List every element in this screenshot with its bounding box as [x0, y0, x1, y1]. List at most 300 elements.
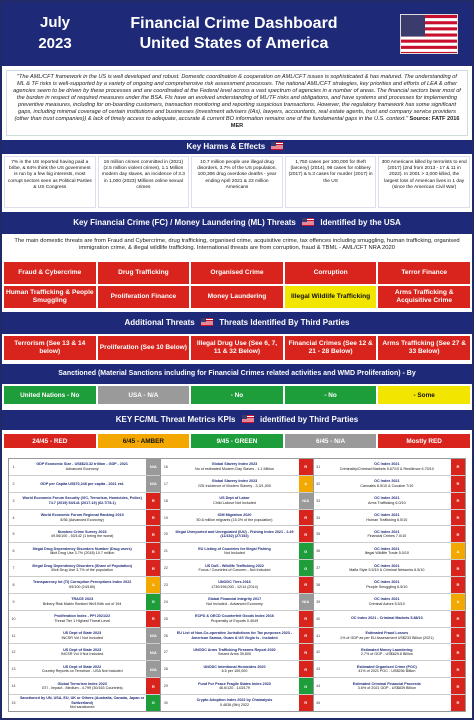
report-month: July — [39, 14, 70, 31]
kpi-status-badge: R — [451, 526, 465, 542]
kpi-number: 8 — [12, 582, 15, 587]
legend-overall: Mostly RED — [378, 434, 470, 448]
kpi-number: 11 — [11, 633, 16, 638]
kpi-label — [323, 577, 451, 593]
usa-flag-icon — [400, 14, 458, 54]
flag-mini-icon — [271, 142, 283, 150]
kpi-label — [18, 526, 146, 542]
kpi-row — [9, 543, 160, 560]
kpi-metric-value: 41% of 2021 POC - US$256 Billion — [358, 669, 416, 674]
kpi-metric-value: Advanced Economy — [65, 466, 99, 471]
kpi-number: 18 — [163, 498, 168, 503]
kpi-metric-value: 49.56/100 - 53/142 (1 being the worst) — [50, 534, 114, 539]
kpi-metric-title: EU Listing of Countries for Illegal Fishing — [198, 546, 271, 551]
kpi-label — [170, 678, 298, 694]
kpi-number: 2 — [12, 481, 15, 486]
kpi-metric-title: Global Slavery Index 2023 — [211, 462, 258, 467]
kpi-label — [18, 577, 146, 593]
kpi-row — [161, 459, 312, 476]
kpi-status-badge: N/A — [146, 459, 160, 475]
kpi-status-badge: R — [451, 661, 465, 677]
kpi-row — [9, 560, 160, 577]
section-additional-threats — [2, 312, 472, 334]
kpi-metric-value: Arms Trafficking 6.0/10 — [367, 500, 406, 505]
kpi-number: 25 — [163, 616, 168, 621]
kpi-status-badge: R — [451, 476, 465, 492]
kpi-status-badge: R — [451, 459, 465, 475]
kpi-status-badge: R — [451, 628, 465, 644]
kpi-metric-title: OC Index 2021 — [374, 563, 400, 568]
kpi-metric-title: UNODC Arms Trafficking Firearms Report 2020 — [193, 647, 276, 652]
kpi-status-badge: R — [299, 459, 313, 475]
kpi-label — [170, 695, 298, 711]
kpi-number: 45 — [316, 700, 321, 705]
kpi-status-badge: R — [451, 510, 465, 526]
report-year: 2023 — [38, 35, 72, 52]
kpi-number: 14 — [11, 684, 16, 689]
kpi-row — [314, 594, 465, 611]
kpi-status-badge: R — [451, 644, 465, 660]
kpi-label — [323, 695, 451, 711]
kpi-column — [9, 459, 161, 711]
kpi-metric-value: Country Reports on Terrorism - USA Not Included — [41, 669, 123, 674]
kpi-metric-value: 6.5 per 100,000 — [221, 669, 248, 674]
kpi-row — [314, 644, 465, 661]
threat-arms-trafficking: Arms Trafficking & Acquisitive Crime — [378, 286, 470, 308]
kpi-label — [323, 543, 451, 559]
kpi-status-badge: R — [146, 510, 160, 526]
kpi-row — [314, 611, 465, 628]
kpi-metric-value: GTI - Impact - Medium - 4.799 (30/163 Countries) — [41, 686, 123, 691]
kpi-metric-title: Numbeo Crime Survey 2023 — [57, 529, 107, 534]
kpi-metric-value: No of estimated Modern Day Slaves - 1.1 Million — [195, 466, 274, 471]
threat-drug-trafficking: Drug Trafficking — [98, 262, 190, 284]
kpi-metric-value: GSI Incidence of Modern Slavery - 3.3/1,000 — [198, 483, 271, 488]
kpi-number: 42 — [316, 650, 321, 655]
kpi-metric-title: Illegal Unreported and Unregulated (IUU) - Fishing Index 2021 - 2.49 (11/152) (27/152) — [175, 529, 294, 539]
kpi-number: 24 — [163, 599, 168, 604]
kpi-label — [170, 644, 298, 660]
sanction-usa: USA - N/A — [98, 386, 190, 404]
kpi-status-badge: N/A — [146, 644, 160, 660]
sanction-eu: - No — [191, 386, 283, 404]
sanction-un: United Nations - No — [4, 386, 96, 404]
kpi-status-badge: G — [299, 560, 313, 576]
threat-illegal-wildlife: Illegal Wildlife Trafficking — [285, 286, 377, 308]
kpi-label — [323, 510, 451, 526]
section-sanctioned-title: Sanctioned (Material Sanctions including for Financial Crimes related activities and WMD Proliferation) - By — [58, 370, 416, 377]
kpi-status-badge: N/A — [146, 661, 160, 677]
kpi-row — [9, 577, 160, 594]
kpi-row — [161, 493, 312, 510]
kpi-metric-value: People Smuggling 6.5/10 — [366, 584, 408, 589]
kpi-status-badge: G — [146, 594, 160, 610]
kpi-number: 31 — [316, 464, 321, 469]
kpi-status-badge: N/A — [299, 493, 313, 509]
fc-threats-grid — [4, 262, 470, 308]
kpi-metric-value: Propensity of Exports 0.4049 — [210, 618, 259, 623]
kpi-row — [314, 543, 465, 560]
section-fc-suffix: Identified by the USA — [320, 218, 401, 227]
kpi-status-badge: A — [146, 577, 160, 593]
kpi-row — [314, 661, 465, 678]
kpi-number: 6 — [12, 549, 15, 554]
kpi-status-badge: R — [451, 678, 465, 694]
kpi-metric-value: Illicit Drug Use 3.7% of the population — [51, 568, 113, 573]
kpi-metric-title: Estimated Money Laundering — [361, 647, 413, 652]
kpi-status-badge: R — [451, 577, 465, 593]
kpi-status-badge: R — [146, 493, 160, 509]
kpi-row — [9, 476, 160, 493]
kpi-status-badge: R — [451, 560, 465, 576]
flag-mini-icon — [201, 318, 213, 326]
kpi-label — [18, 644, 146, 660]
kpi-number: 9 — [12, 599, 15, 604]
kpi-status-badge: R — [146, 526, 160, 542]
kpi-metric-title: Estimated Criminal Financial Proceeds — [352, 681, 421, 686]
sanction-others: - Some — [378, 386, 470, 404]
kpi-metric-value: 8/36 (Advanced Economy) — [60, 517, 104, 522]
kpi-row — [314, 493, 465, 510]
kpi-metric-value: 1% of GDP as per EU Assessment US$233 Billion (2021) — [340, 635, 434, 640]
kpi-metric-title: IOM Migration 2020 — [217, 513, 252, 517]
fatf-source: Source: FATF 2016 MER — [230, 116, 460, 129]
kpi-row — [161, 594, 312, 611]
kpi-metric-value: Threat Tier 1 Highest Threat Level — [54, 618, 111, 623]
kpi-metric-title: Crypto Adoption Index 2022 by Chainalysis — [196, 698, 273, 703]
kpi-row — [9, 628, 160, 645]
kpi-metric-title: US Dept of Labor — [219, 496, 250, 501]
kpi-number: 5 — [12, 532, 15, 537]
kpi-status-badge: R — [299, 644, 313, 660]
kpi-status-badge: R — [146, 560, 160, 576]
kpi-metric-title: OC Index 2021 — [374, 580, 400, 585]
kpi-metric-value: Mafia Style 5.5/10 & Criminal Networks 6.5/10 — [349, 568, 425, 573]
kpi-number: 10 — [11, 616, 16, 621]
kpi-status-badge: A — [451, 543, 465, 559]
kpi-status-badge: R — [451, 611, 465, 627]
kpi-row — [9, 526, 160, 543]
kpi-row — [161, 560, 312, 577]
sanctions-row — [4, 386, 470, 404]
kpi-number: 22 — [163, 566, 168, 571]
kpi-metric-title: OC Index 2021 — [374, 513, 400, 517]
kpi-number: 17 — [163, 481, 168, 486]
kpi-metric-title: US Dept of State 2022 — [63, 664, 102, 669]
kpi-status-badge: N/A — [146, 628, 160, 644]
kpi-number: 36 — [316, 549, 321, 554]
kpi-status-badge: R — [146, 678, 160, 694]
dashboard-header — [2, 2, 472, 66]
harm-terrorism: 300 Americans killed by terrorists to end (2017) (2nd from 2013 - 17 & 11 in 2022). In 2001 > 3,000 killed, the largest loss of American lives in 1 day (since the American Civil War) — [378, 156, 470, 208]
kpi-metric-title: Global Terrorism Index 2023 — [57, 681, 107, 686]
kpi-status-badge: R — [299, 510, 313, 526]
harm-theft: 1,750 cases per 100,000 for theft (larceny) (2014), 98 cases for robbery (2017) & 5.3 cases for murder (2017) in the US — [285, 156, 377, 208]
kpi-row — [314, 628, 465, 645]
kpi-number: 38 — [316, 582, 321, 587]
harm-crimes: 16 million crimes committed in (2021) (2.5 million violent crimes), 1.1 Million modern day slaves, an incidence of 3.3 in 1,000 (2023) Millions online sexual crimes — [98, 156, 190, 208]
kpi-status-badge: R — [451, 493, 465, 509]
kpi-number: 19 — [163, 515, 168, 520]
kpi-metric-value: 0.4636 (5th) 2022 — [219, 702, 250, 707]
kpi-number: 41 — [316, 633, 321, 638]
kpi-metric-title: Illegal Drug Dependency Disorders Number (Drug users) — [32, 546, 132, 551]
kpi-row — [161, 628, 312, 645]
kpi-metric-value: 1730/196,000 - 12/14 (2014) — [211, 584, 258, 589]
kpi-row — [161, 678, 312, 695]
kpi-metric-title: OC Index 2021 — [374, 496, 400, 501]
kpi-metric-value: Bribery Risk Matrix Ranked 9th/194th out of 194 — [42, 601, 122, 606]
section-fc-threats — [2, 212, 472, 234]
kpi-metric-title: Global Slavery Index 2023 — [211, 479, 258, 484]
kpi-label — [18, 611, 146, 627]
threat-corruption: Corruption — [285, 262, 377, 284]
kpi-number: 30 — [163, 700, 168, 705]
flag-mini-icon — [242, 415, 254, 423]
kpi-metric-value: Seized Arms 39,600 — [217, 652, 251, 657]
kpi-metric-title: US Dept of State 2023 — [63, 631, 102, 636]
kpi-label — [18, 476, 146, 492]
kpi-label — [323, 661, 451, 677]
kpi-row — [161, 661, 312, 678]
sanction-uk: - No — [285, 386, 377, 404]
kpi-status-badge: R — [146, 543, 160, 559]
kpi-row — [9, 510, 160, 527]
kpi-metric-title: Sanctioned by UN, USA, EU, UK or Others (Australia, Canada, Japan or Switzerland) — [19, 696, 145, 705]
kpi-metric-value: Criminal Actors 5.5/10 — [368, 601, 405, 606]
kpi-row — [314, 678, 465, 695]
kpi-row — [161, 510, 312, 527]
additional-threats-grid — [4, 336, 470, 360]
kpi-metric-value: Focus / Countries of Concern - Not Included — [198, 568, 271, 573]
kpi-status-badge: R — [451, 695, 465, 711]
kpi-status-badge: R — [299, 526, 313, 542]
legend-na: 6/45 - N/A — [285, 434, 377, 448]
additional-proliferation: Proliferation (See 10 Below) — [98, 336, 190, 360]
kpi-number: 37 — [316, 566, 321, 571]
kpi-label — [18, 661, 146, 677]
kpi-label — [323, 476, 451, 492]
kpi-row — [314, 459, 465, 476]
kpi-metric-value: 50.6 million migrants (15.3% of the population) — [196, 517, 273, 522]
kpi-metric-title: World Economic Forum Regional Ranking 2019 — [40, 513, 124, 517]
kpi-label — [18, 510, 146, 526]
kpi-number: 26 — [163, 633, 168, 638]
kpi-label — [323, 678, 451, 694]
kpi-label — [170, 510, 298, 526]
kpi-number: 20 — [163, 532, 168, 537]
kpi-row — [161, 526, 312, 543]
kpi-row — [314, 695, 465, 711]
kpi-number: 3 — [12, 498, 15, 503]
kpi-metric-title: OC Index 2021 — [374, 462, 400, 467]
kpi-row — [9, 678, 160, 695]
kpi-metric-title: TRACE 2023 — [71, 597, 94, 602]
title-line-2: United States of America — [139, 35, 329, 52]
kpi-number: 28 — [163, 667, 168, 672]
kpi-label — [170, 560, 298, 576]
key-harms-row — [4, 156, 470, 208]
kpi-row — [161, 611, 312, 628]
kpi-label — [18, 560, 146, 576]
kpi-metric-title: Transparency Int (TI) Corruption Perceptions Index 2022 — [32, 580, 132, 585]
kpi-metric-title: OC Index 2021 — [374, 479, 400, 484]
kpi-status-badge: G — [299, 543, 313, 559]
kpi-metric-value: Financial Crimes 7.0/10 — [367, 534, 407, 539]
kpi-table — [8, 458, 466, 712]
kpi-label — [18, 594, 146, 610]
kpi-row — [161, 476, 312, 493]
kpi-row — [161, 644, 312, 661]
kpi-number: 27 — [163, 650, 168, 655]
kpi-metric-value: INCSR Vol II Not Included — [60, 652, 104, 657]
kpi-row — [314, 526, 465, 543]
additional-financial-crimes: Financial Crimes (See 12 & 21 - 28 Below) — [285, 336, 377, 360]
kpi-row — [161, 577, 312, 594]
kpi-row — [314, 577, 465, 594]
fatf-summary — [6, 70, 468, 136]
kpi-column — [314, 459, 465, 711]
kpi-label — [170, 526, 298, 542]
kpi-number: 21 — [163, 549, 168, 554]
kpi-number: 13 — [11, 667, 16, 672]
legend-amber: 6/45 - AMBER — [98, 434, 190, 448]
additional-terrorism: Terrorism (See 13 & 14 below) — [4, 336, 96, 360]
legend-red: 24/45 - RED — [4, 434, 96, 448]
threat-proliferation-finance: Proliferation Finance — [98, 286, 190, 308]
kpi-row — [9, 594, 160, 611]
kpi-metric-value: Child Labour Not Included — [213, 500, 256, 505]
kpi-row — [9, 661, 160, 678]
kpi-metric-value: Not Included — [224, 551, 245, 556]
section-key-harms — [2, 140, 472, 154]
kpi-number: 44 — [316, 684, 321, 689]
kpi-label — [323, 594, 451, 610]
kpi-metric-title: Proliferation Index - PPI 2021/22 — [54, 614, 111, 619]
kpi-number: 32 — [316, 481, 321, 486]
kpi-label — [18, 543, 146, 559]
section-key-harms-title: Key Harms & Effects — [186, 142, 266, 151]
kpi-number: 15 — [11, 700, 16, 705]
kpi-metric-value: Not sanctioned — [69, 705, 95, 710]
kpi-metric-title: ECPD & OECD Counterfeit Goods Index 2016 — [195, 614, 274, 619]
section-fc-title: Key Financial Crime (FC) / Money Laundering (ML) Threats — [73, 218, 296, 227]
kpi-row — [9, 493, 160, 510]
kpi-number: 40 — [316, 616, 321, 621]
kpi-metric-title: OC Index 2021 - Criminal Markets 5.88/10 — [350, 616, 423, 621]
kpi-metric-value: 46.6/120 - 143/179 — [219, 686, 250, 691]
kpi-label — [170, 543, 298, 559]
report-date — [20, 12, 90, 54]
section-kpi-suffix: identified by Third Parties — [259, 415, 359, 424]
section-kpi-title: KEY FC/ML Threat Metrics KPIs — [115, 415, 236, 424]
section-additional-suffix: Threats Identified By Third Parties — [219, 318, 350, 327]
kpi-number: 12 — [11, 650, 16, 655]
section-sanctioned — [2, 364, 472, 384]
kpi-row — [314, 560, 465, 577]
kpi-status-badge: G — [146, 695, 160, 711]
page-title — [114, 14, 354, 54]
kpi-label — [323, 493, 451, 509]
title-line-1: Financial Crime Dashboard — [130, 15, 338, 32]
kpi-metric-title: GDP Economic Size - US$$23.32 trillion - GDP - 2021 — [36, 462, 128, 467]
kpi-metric-value: Human Trafficking 6.5/10 — [366, 517, 408, 522]
kpi-label — [170, 476, 298, 492]
kpi-status-badge: R — [146, 611, 160, 627]
fatf-summary-text: "The AML/CFT framework in the US is well developed and robust. Domestic coordination & cooperation on AML/CFT issues is sophisticated & has matured. The understanding of ML & TF risks is well-supported by a variety of ongoing and comprehensive risk assessment processes. The national AML/CFT strategies, key priorities and efforts of LEA & other agencies seem to be driven by these processes and are coordinated at the Federal level across a vast spectrum of agencies in a number of areas. The financial sectors bear most of the burden in respect of required measures under the BSA. FIs have an evolved understanding of ML/TF risks and obligations, and have systems and processes for implementing preventive measures, including for on-boarding customers, transaction monitoring and reporting suspicious transactions. However, the regulatory framework has some significant gaps, including minimal coverage of certain institutions and businesses (investment advisers (IAs), lawyers, accountants, real estate agents, trust and company service providers (other than trust companies)) & lack of timely access to adequate, accurate & current BO information remains one of the fundamental gaps in the U.S. context." — [13, 74, 461, 122]
flag-mini-icon — [302, 218, 314, 226]
kpi-label — [170, 459, 298, 475]
kpi-label — [323, 628, 451, 644]
kpi-number: 43 — [316, 667, 321, 672]
kpi-metric-title: OC Index 2021 — [374, 546, 400, 551]
kpi-label — [170, 594, 298, 610]
kpi-label — [18, 678, 146, 694]
kpi-number: 34 — [316, 515, 321, 520]
kpi-label — [170, 628, 298, 644]
kpi-column — [161, 459, 313, 711]
threat-fraud-cybercrime: Fraud & Cybercrime — [4, 262, 96, 284]
harm-bribery: 7% in the US reported having paid a bribe, & 64% think the US government is run by a few big interests, most corrupt sectors seen as Political Parties & US Congress — [4, 156, 96, 208]
kpi-metric-value: Criminality/Criminal Markets 5.67/10 & Resilience 6.75/10 — [339, 466, 434, 471]
kpi-number: 39 — [316, 599, 321, 604]
kpi-status-badge: R — [299, 661, 313, 677]
kpi-status-badge: R — [299, 695, 313, 711]
threat-terror-finance: Terror Finance — [378, 262, 470, 284]
kpi-label — [18, 695, 146, 711]
section-additional-title: Additional Threats — [124, 318, 195, 327]
kpi-metric-title: UNODC Intentional Homicides 2020 — [203, 664, 266, 669]
kpi-metric-title: Estimated Fraud Losses — [365, 631, 409, 636]
kpi-status-badge: N/A — [299, 594, 313, 610]
fc-threats-description: The main domestic threats are from Fraud and Cybercrime, drug trafficking, organised crime, acquisitive crime, tax offences including smuggling, human trafficking, organised immigration crime, & illegal wildlife trafficking. International threats are from corruption, fraud & TBML - AML/CFT NRA 2020 — [14, 238, 460, 251]
kpi-status-badge: R — [299, 577, 313, 593]
kpi-row — [9, 459, 160, 476]
kpi-label — [170, 577, 298, 593]
kpi-label — [323, 560, 451, 576]
kpi-row — [9, 644, 160, 661]
kpi-metric-value: 3.6% of 2021 GDP - US$839 Billion — [357, 686, 416, 691]
threat-human-trafficking: Human Trafficking & People Smuggling — [4, 286, 96, 308]
kpi-row — [9, 611, 160, 628]
kpi-status-badge: G — [299, 678, 313, 694]
kpi-row — [314, 476, 465, 493]
kpi-metric-value: Illicit Drug Use 3.7% (2018) 10.7 million — [49, 551, 115, 556]
kpi-number: 29 — [163, 684, 168, 689]
kpi-legend — [4, 434, 470, 448]
kpi-status-badge: R — [299, 611, 313, 627]
kpi-row — [161, 695, 312, 711]
kpi-status-badge: R — [299, 628, 313, 644]
kpi-label — [18, 628, 146, 644]
kpi-metric-title: UNODC Tiers 2016 — [218, 580, 251, 585]
kpi-metric-title: Global Financial Integrity 2017 — [207, 597, 262, 602]
kpi-status-badge: N/A — [146, 476, 160, 492]
kpi-metric-title: Illegal Drug Dependency Disorders (Share of Population) — [32, 563, 132, 568]
kpi-label — [323, 644, 451, 660]
kpi-label — [170, 493, 298, 509]
kpi-label — [323, 611, 451, 627]
kpi-metric-title: EU List of Non-Co-operative Jurisdictions for Tax purposes 2023 - American Samoa, Guam & US Virgin Is - Included — [176, 631, 293, 640]
kpi-metric-title: World Economic Forum Security (VIC, Terrorism, Homicides, Police) 74.7 (2019) 54/141 (2017-19) (62.7/78.1) — [22, 496, 142, 505]
kpi-number: 23 — [163, 582, 168, 587]
section-kpi — [2, 410, 472, 430]
harm-drugs: 10.7 million people use illegal drug disorders, 3.7% of the US population, 100,306 drug overdose deaths - year ending April 2021 & 23 million Americans — [191, 156, 283, 208]
kpi-label — [170, 661, 298, 677]
kpi-number: 1 — [12, 464, 15, 469]
kpi-number: 7 — [12, 566, 15, 571]
kpi-number: 33 — [316, 498, 321, 503]
